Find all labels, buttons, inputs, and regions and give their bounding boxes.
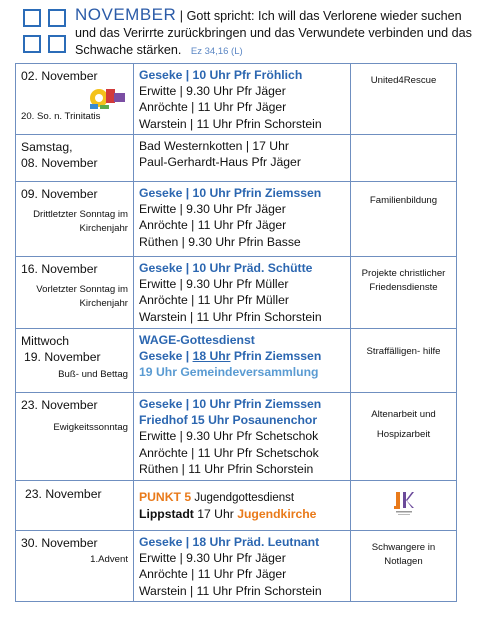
liturgical-day: Buß- und Bettag [58,369,128,380]
collection-cell [351,393,457,481]
service-location: Geseke | [139,349,193,364]
service-line: Geseke | 10 Uhr Pfrin Ziemssen [139,397,322,411]
table-row [16,135,457,182]
service-line: Erwitte | 9.30 Uhr Pfr Jäger [139,202,286,217]
table-row [16,393,457,481]
service-date: 30. November [21,536,98,550]
service-date: 23. November [21,398,98,412]
date-cell [16,481,134,531]
service-line: Anröchte | 11 Uhr Pfr Müller [139,293,289,308]
event-type: Jugendgottesdienst [191,492,295,504]
checkbox-grid-decoration [23,9,69,55]
service-line: Warstein | 11 Uhr Pfrin Schorstein [139,309,322,324]
month-title: NOVEMBER [75,5,177,24]
service-line: Rüthen | 11 Uhr Pfrin Schorstein [139,461,314,476]
service-line: Erwitte | 9.30 Uhr Pfr Müller [139,277,289,292]
service-line [139,489,346,506]
table-row [16,481,457,531]
service-date: 23. November [25,487,102,501]
event-brand: PUNKT 5 [139,490,192,504]
collection-cell [351,481,457,531]
service-line: Geseke | 10 Uhr Pfr Fröhlich [139,68,303,82]
service-line: Erwitte | 9.30 Uhr Pfr Schetschok [139,429,319,444]
service-location: Lippstadt [139,507,194,522]
services-cell [134,64,351,135]
collection-purpose: Schwangere in Notlagen [371,542,436,567]
service-line: Geseke | 10 Uhr Pfrin Ziemssen [139,186,322,200]
collection-cell [351,257,457,329]
liturgical-day: 1.Advent [90,554,128,565]
service-line: Erwitte | 9.30 Uhr Pfr Jäger [139,551,286,566]
table-row [16,64,457,135]
collection-purpose: Straffälligen- hilfe [366,346,441,357]
date-cell [16,64,134,135]
service-date: 16. November [21,262,98,276]
service-line: Warstein | 11 Uhr Pfrin Schorstein [139,116,322,131]
table-row [16,531,457,602]
services-cell [134,481,351,531]
date-cell [16,329,134,393]
service-line [139,348,346,364]
liturgical-day: Ewigkeitssonntag [53,422,128,433]
date-cell [16,531,134,602]
collection-cell [351,329,457,393]
square-icon [23,35,41,53]
collection-cell [351,64,457,135]
service-date: 19. November [24,350,101,364]
jugendkirche-logo-icon [394,491,414,517]
collection-purpose: Projekte christlicher Friedensdienste [361,268,446,293]
service-line: Anröchte | 11 Uhr Pfr Jäger [139,100,287,115]
service-venue: Jugendkirche [237,507,317,522]
service-line: Anröchte | 11 Uhr Pfr Schetschok [139,445,319,460]
collection-cell [351,531,457,602]
square-icon [48,35,66,53]
services-cell [134,182,351,257]
liturgical-day: Drittletzter Sonntag im Kirchenjahr [33,209,128,234]
service-line: 19 Uhr Gemeindeversammlung [139,365,319,380]
service-date: 02. November [21,69,98,83]
service-date: 09. November [21,187,98,201]
date-cell [16,393,134,481]
service-line: Rüthen | 9.30 Uhr Pfrin Basse [139,234,301,249]
bible-reference: Ez 34,16 (L) [190,46,243,57]
service-line: Anröchte | 11 Uhr Pfr Jäger [139,218,287,233]
table-row [16,329,457,393]
service-weekday: Mittwoch [21,334,70,348]
collection-purpose: Familienbildung [369,195,438,206]
service-time: 18 Uhr [192,349,231,364]
services-cell [134,531,351,602]
square-icon [48,9,66,27]
services-cell [134,393,351,481]
service-pastor: Pfrin Ziemssen [230,349,322,364]
date-cell [16,182,134,257]
square-icon [23,9,41,27]
service-line: Anröchte | 11 Uhr Pfr Jäger [139,567,287,582]
collection-cell [351,182,457,257]
services-cell [134,135,351,182]
services-cell [134,257,351,329]
service-schedule-table [15,63,457,602]
monthly-quote: | Gott spricht: Ich will das Verlorene wieder suchen und das Verirrte zurückbringen und das Verwundete verbinden und das Schwache stärken. [75,9,472,57]
collection-purpose: Altenarbeit und Hospizarbeit [371,409,436,440]
service-line: WAGE-Gottesdienst [139,333,255,347]
lifebuoy-logo-icon [88,84,128,110]
service-line: Friedhof 15 Uhr Posaunenchor [139,413,318,428]
services-cell [134,329,351,393]
liturgical-day: Vorletzter Sonntag im Kirchenjahr [36,284,128,309]
service-time: 17 Uhr [193,507,238,522]
date-cell [16,257,134,329]
table-row [16,257,457,329]
collection-cell [351,135,457,182]
service-line: Geseke | 18 Uhr Präd. Leutnant [139,535,320,549]
service-line: Warstein | 11 Uhr Pfrin Schorstein [139,583,322,598]
header [75,6,477,60]
service-line: Erwitte | 9.30 Uhr Pfr Jäger [139,84,286,99]
service-line [139,506,346,522]
service-line: Bad Westernkotten | 17 Uhr [139,139,289,153]
service-line: Paul-Gerhardt-Haus Pfr Jäger [139,155,301,170]
collection-purpose: United4Rescue [370,75,437,86]
table-row [16,182,457,257]
liturgical-day: 20. So. n. Trinitatis [21,111,101,122]
service-date: 08. November [21,156,98,170]
service-weekday: Samstag, [21,140,73,154]
service-line: Geseke | 10 Uhr Präd. Schütte [139,261,313,275]
date-cell [16,135,134,182]
